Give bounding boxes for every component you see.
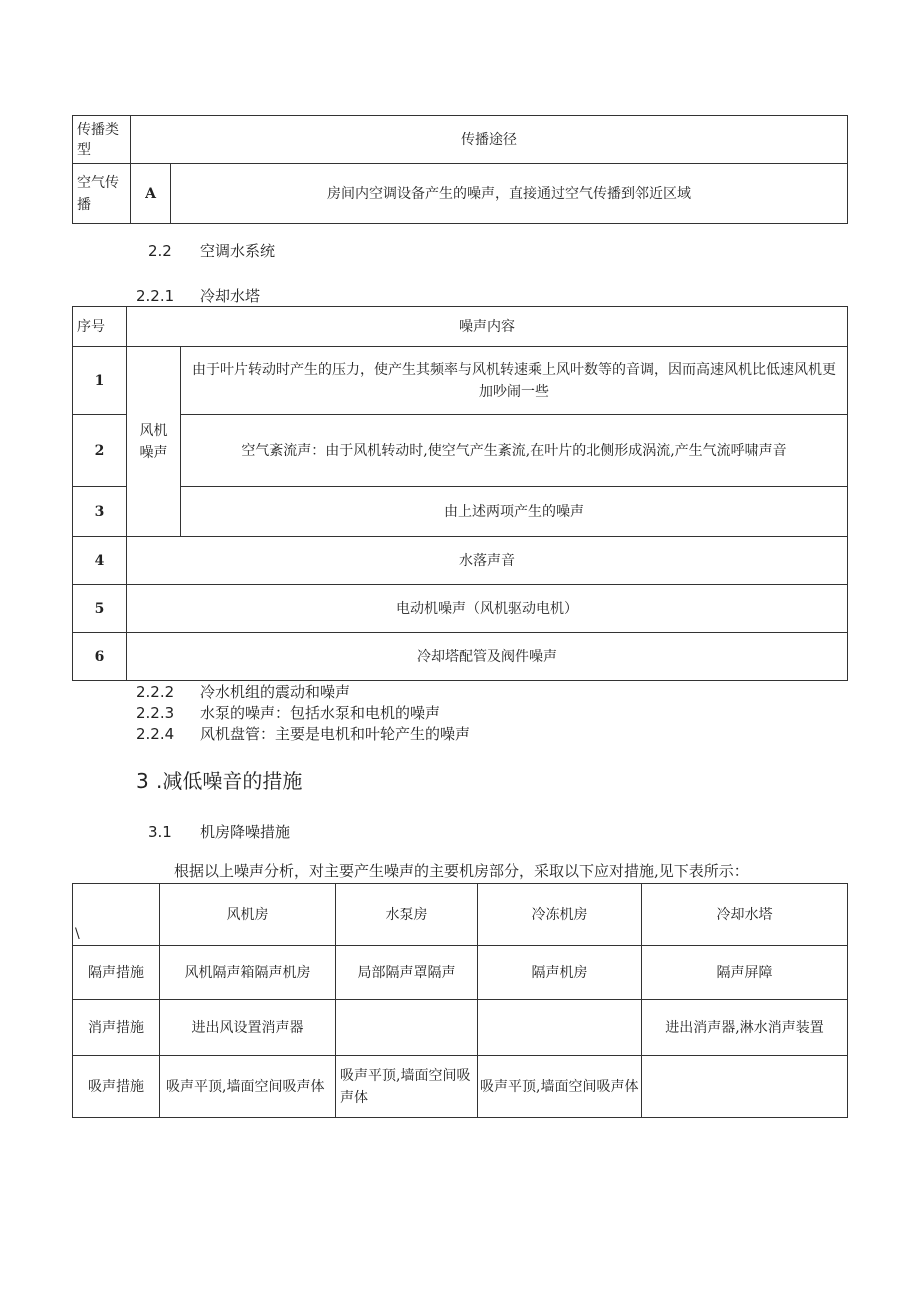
cell: 局部隔声罩隔声 (336, 946, 478, 1000)
row-label-silencing: 消声措施 (73, 1000, 160, 1056)
header-propagation-path: 传播途径 (131, 116, 848, 164)
section-3 (136, 765, 302, 794)
propagation-table (72, 115, 848, 224)
row-label-air: 空气传播 (73, 164, 131, 224)
row-number: 6 (73, 633, 127, 681)
row-number: 1 (73, 347, 127, 415)
section-number: 2.2 (148, 242, 172, 260)
cell: 隔声机房 (478, 946, 642, 1000)
cell (336, 1000, 478, 1056)
row-label-sound-insulation: 隔声措施 (73, 946, 160, 1000)
cell: 吸声平顶,墙面空间吸声体 (160, 1056, 336, 1118)
row-path-text: 房间内空调设备产生的噪声，直接通过空气传播到邻近区域 (171, 164, 848, 224)
cell: 吸声平顶,墙面空间吸声体 (478, 1056, 642, 1118)
cell (642, 1056, 848, 1118)
intro-paragraph: 根据以上噪声分析，对主要产生噪声的主要机房部分，采取以下应对措施,见下表所示： (174, 862, 749, 880)
row-number: 3 (73, 487, 127, 537)
row-number: 4 (73, 537, 127, 585)
row-text: 由于叶片转动时产生的压力，使产生其频率与风机转速乘上风叶数等的音调，因而高速风机比低速风机更加吵闹一些 (181, 347, 848, 415)
section-3-1 (148, 821, 290, 842)
noise-measures-table (72, 883, 848, 1118)
cell: 进出风设置消声器 (160, 1000, 336, 1056)
section-2-2-1 (136, 285, 260, 306)
list-item: 2.2.2 冷水机组的震动和噪声 (136, 683, 351, 701)
row-text: 水落声音 (127, 537, 848, 585)
list-item: 2.2.3 水泵的噪声：包括水泵和电机的噪声 (136, 704, 441, 722)
section-number: 2.2.1 (136, 287, 175, 305)
section-title: 冷却水塔 (200, 287, 261, 305)
section-title: .减低噪音的措施 (156, 769, 303, 793)
row-label-sound-absorption: 吸声措施 (73, 1056, 160, 1118)
group-fan-noise: 风机噪声 (127, 347, 181, 537)
header-propagation-type: 传播类型 (73, 116, 131, 164)
header-noise-content: 噪声内容 (127, 307, 848, 347)
cell (478, 1000, 642, 1056)
subsection-list (136, 682, 470, 745)
corner-cell: \ (73, 884, 160, 946)
row-code: A (131, 164, 171, 224)
section-number: 3 (136, 769, 149, 793)
section-2-2 (148, 240, 275, 261)
header-cooling-tower: 冷却水塔 (642, 884, 848, 946)
row-text: 由上述两项产生的噪声 (181, 487, 848, 537)
header-fan-room: 风机房 (160, 884, 336, 946)
section-title: 空调水系统 (200, 242, 276, 260)
list-item: 2.2.4 风机盘管：主要是电机和叶轮产生的噪声 (136, 725, 471, 743)
cell: 吸声平顶,墙面空间吸声体 (336, 1056, 478, 1118)
header-pump-room: 水泵房 (336, 884, 478, 946)
row-number: 5 (73, 585, 127, 633)
row-text: 电动机噪声（风机驱动电机） (127, 585, 848, 633)
section-title: 机房降噪措施 (200, 823, 291, 841)
cooling-tower-noise-table (72, 306, 848, 681)
header-chiller-room: 冷冻机房 (478, 884, 642, 946)
cell: 风机隔声箱隔声机房 (160, 946, 336, 1000)
row-text: 空气紊流声：由于风机转动时,使空气产生紊流,在叶片的北侧形成涡流,产生气流呼啸声音 (181, 415, 848, 487)
cell: 隔声屏障 (642, 946, 848, 1000)
cell: 进出消声器,淋水消声装置 (642, 1000, 848, 1056)
row-text: 冷却塔配管及阀件噪声 (127, 633, 848, 681)
header-number: 序号 (73, 307, 127, 347)
section-number: 3.1 (148, 823, 172, 841)
row-number: 2 (73, 415, 127, 487)
